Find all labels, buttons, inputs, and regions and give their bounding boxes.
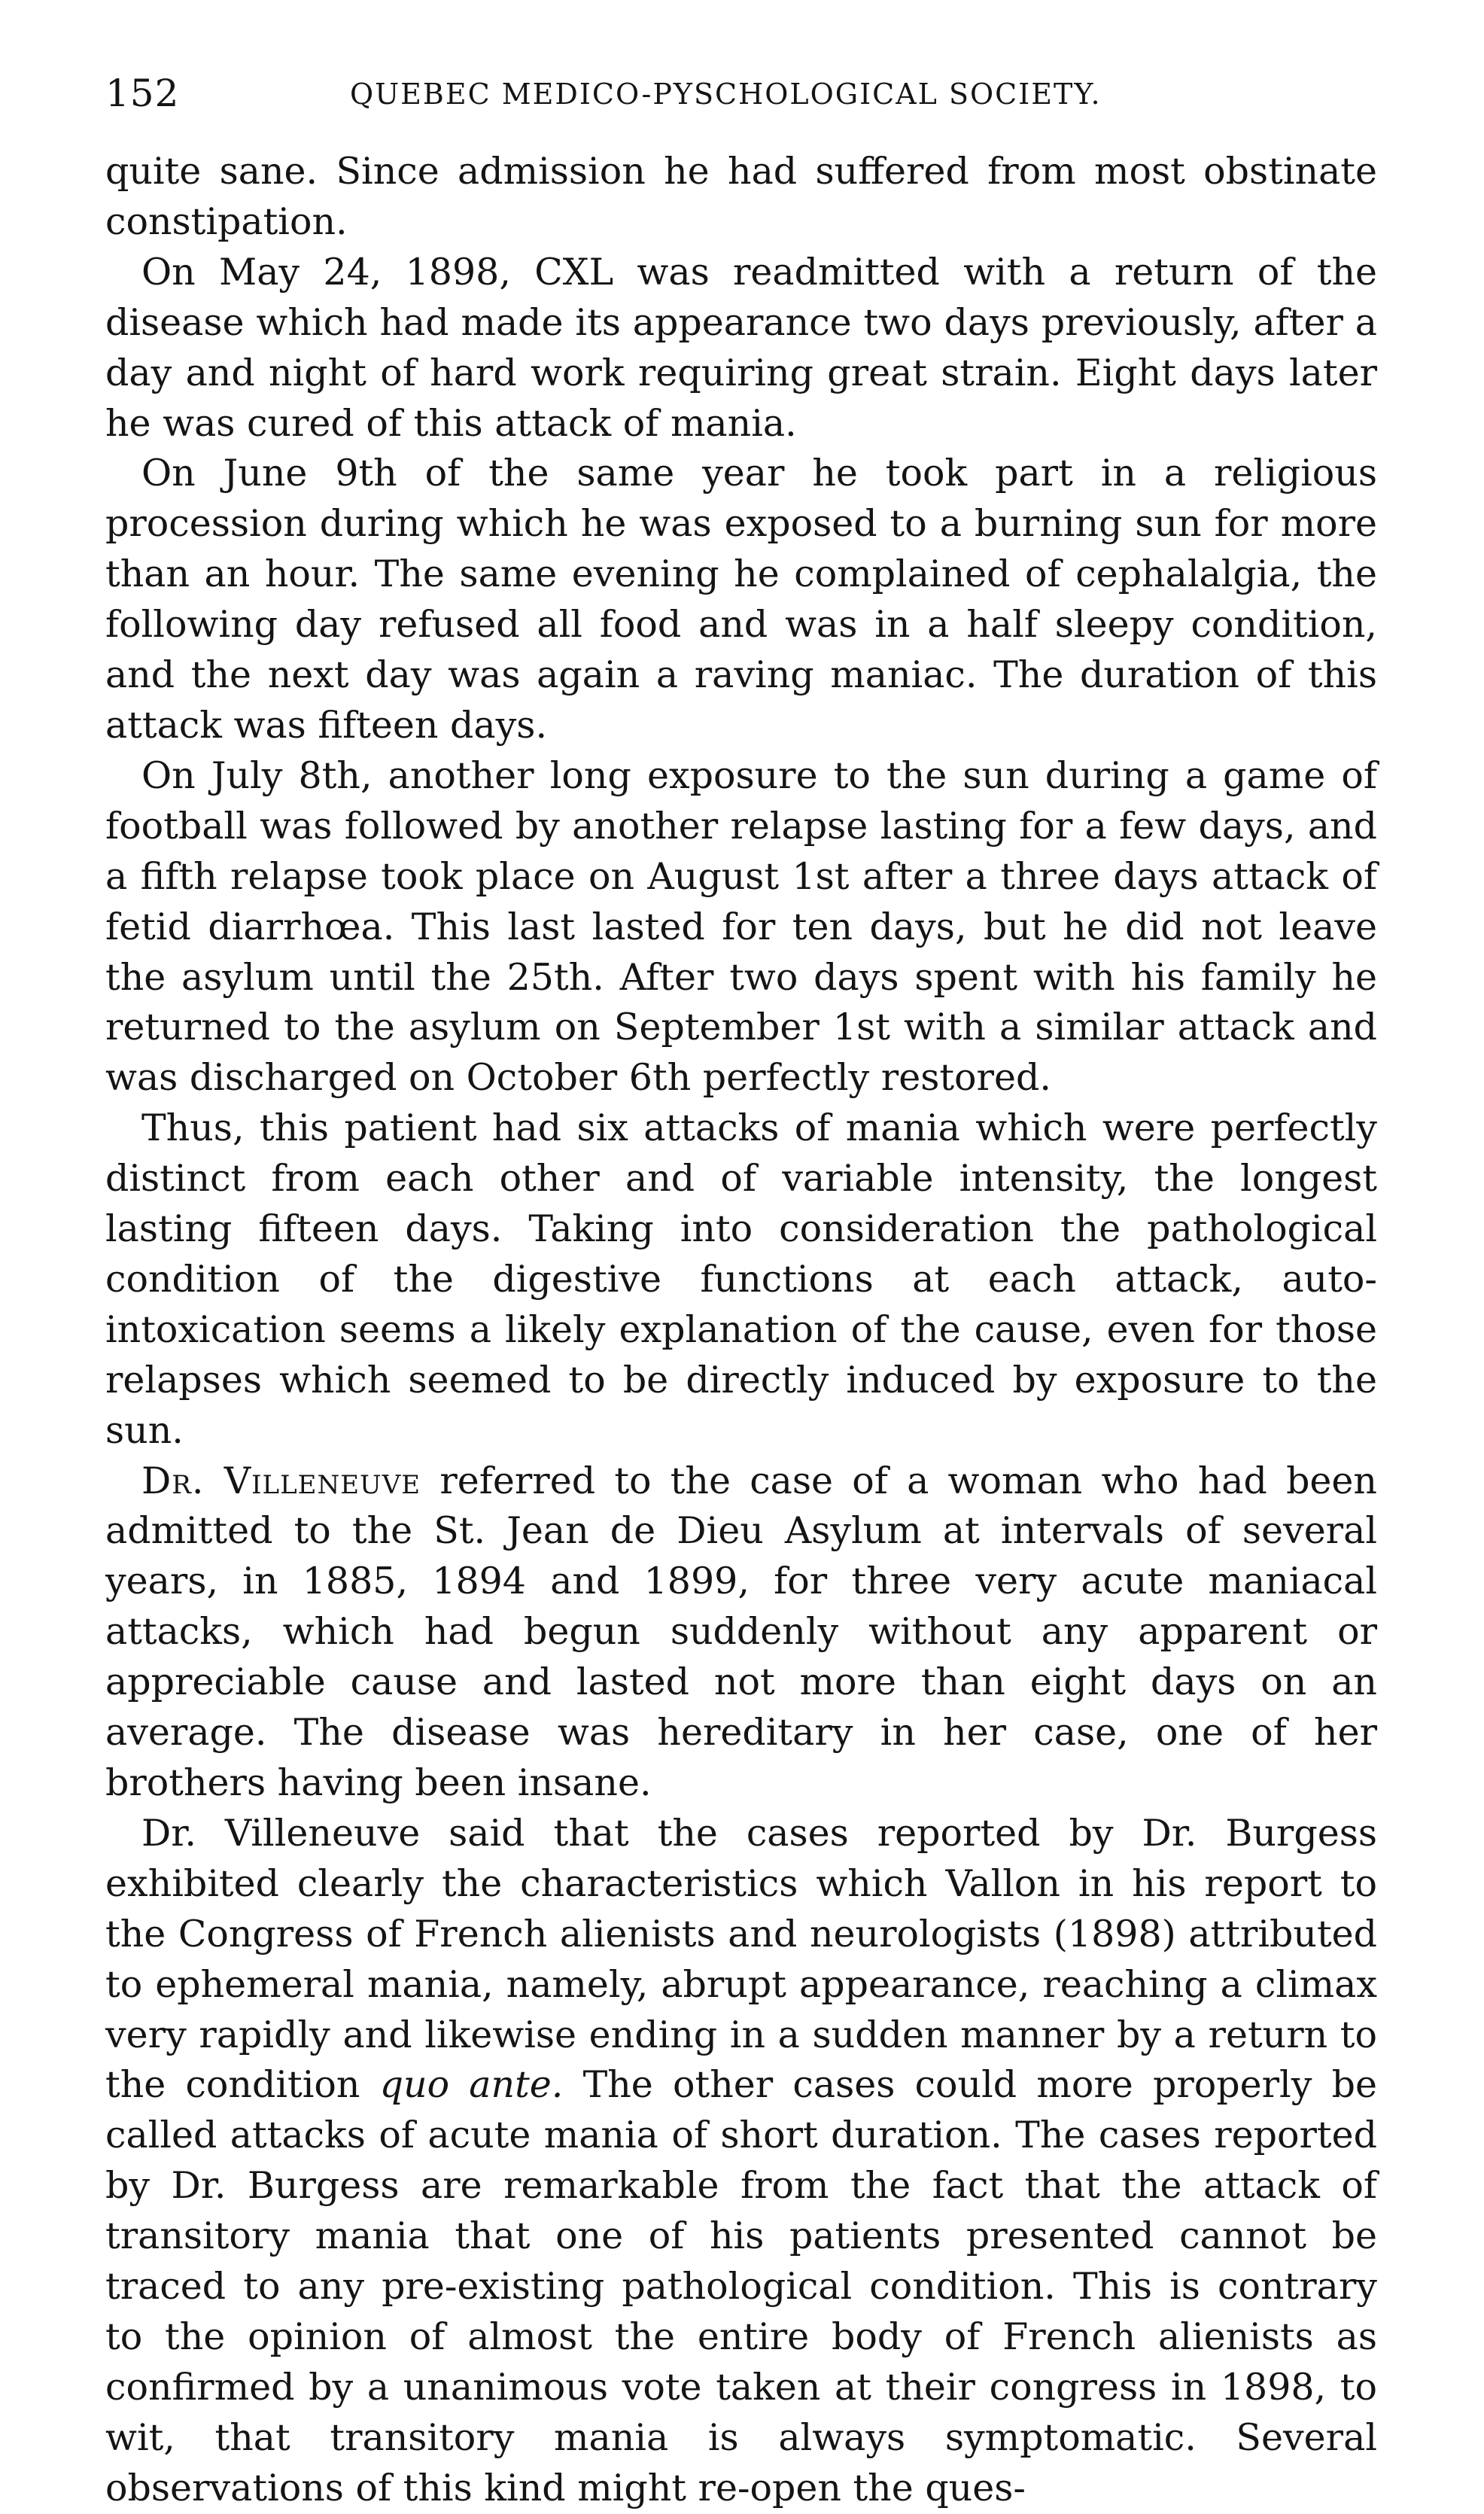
paragraph-readmission: On May 24, 1898, CXL was readmitted with a return of the disease which had made its appearance two days previously, after a day and night of hard work requiring great strain. Eight days later he was cured of this attack of mania. — [105, 250, 1377, 445]
page-number: 152 — [105, 72, 180, 115]
paragraph-continuation: quite sane. Since admission he had suffered from most obstinate constipation. — [105, 150, 1377, 243]
running-title: QUEBEC MEDICO-PYSCHOLOGICAL SOCIETY. — [350, 78, 1102, 111]
body-text — [105, 147, 1377, 2514]
villeneuve-remarks-continued: The other cases could more properly be called attacks of acute mania of short duration. The cases reported by Dr. Burgess are remarkable from the fact that the attack of transitory mania that one of his patients presented cannot be traced to any pre-existing pathological condition. This is contrary to the opinion of almost the entire body of French alienists as confirmed by a unanimous vote taken at their congress in 1898, to wit, that transitory mania is always symptomatic. Several observations of this kind might re-open the ques- — [105, 2063, 1377, 2509]
italic-phrase: quo ante. — [379, 2063, 564, 2107]
speaker-name: Dr. Villeneuve — [141, 1459, 421, 1502]
running-header — [105, 72, 1377, 147]
paragraph-summary: Thus, this patient had six attacks of mania which were perfectly distinct from each other and of variable intensity, the longest lasting fifteen days. Taking into consideration the pathological condition of the digestive functions at each attack, auto-intoxication seems a likely explanation of the cause, even for those relapses which seemed to be directly induced by exposure to the sun. — [105, 1106, 1377, 1452]
paragraph-villeneuve-case — [105, 1456, 1377, 1809]
villeneuve-case-text: referred to the case of a woman who had been admitted to the St. Jean de Dieu Asylum at intervals of several years, in 1885, 1894 and 1899, for three very acute maniacal attacks, which had begun suddenly without any apparent or appreciable cause and lasted not more than eight days on an average. The disease was hereditary in her case, one of her brothers having been insane. — [105, 1459, 1377, 1804]
paragraph-june-procession: On June 9th of the same year he took part in a religious procession during which he was exposed to a burning sun for more than an hour. The same evening he complained of cephalalgia, the following day refused all food and was in a half sleepy condition, and the next day was again a raving maniac. The duration of this attack was fifteen days. — [105, 452, 1377, 747]
document-page — [105, 72, 1377, 2514]
villeneuve-remarks-text: Dr. Villeneuve said that the cases reported by Dr. Burgess exhibited clearly the characteristics which Vallon in his report to the Congress of French alienists and neurologists (1898) attributed to ephemeral mania, namely, abrupt appearance, reaching a climax very rapidly and likewise ending in a sudden manner by a return to the condition — [105, 1811, 1377, 2107]
paragraph-july-relapse: On July 8th, another long exposure to the sun during a game of football was followed by another relapse lasting for a few days, and a fifth relapse took place on August 1st after a three days attack of fetid diarrhœa. This last lasted for ten days, but he did not leave the asylum until the 25th. After two days spent with his family he returned to the asylum on September 1st with a similar attack and was discharged on October 6th perfectly restored. — [105, 753, 1377, 1100]
paragraph-villeneuve-remarks — [105, 1809, 1377, 2514]
